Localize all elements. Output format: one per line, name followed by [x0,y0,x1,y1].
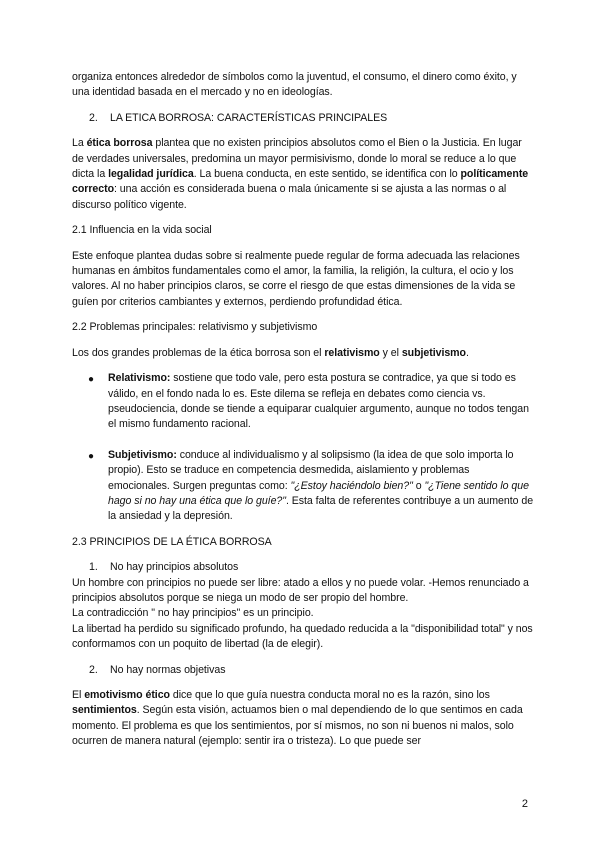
principle-2-paragraph: El emotivismo ético dice que lo que guía nuestra conducta moral no es la razón, sino los sentimientos. Según esta visión, actuamos bien o mal dependiendo de lo que sentimos en cada momento. El problema es que los sentimientos, por sí mismos, no son ni buenos ni malos, solo ocurren de manera natural (ejemplo: sentir ira o tristeza). Lo que puede ser [72,689,523,748]
section-2-2-heading: 2.2 Problemas principales: relativismo y subjetivismo [72,321,318,334]
term-relativismo: relativismo [324,346,380,359]
principle-1-freedom: La libertad ha perdido su significado profundo, ha quedado reducida a la "disponibilidad total" y nos conformamos con un poquito de libertad (la de elegir). [72,622,533,651]
section-2-heading [89,111,534,126]
term-sentimientos: sentimientos [72,704,137,717]
intro-paragraph [72,70,534,101]
bullet-icon: ● [88,374,94,386]
bullet-icon: ● [88,450,94,462]
section-2-number: 2. [89,111,98,124]
problems-list [72,371,534,525]
section-2-1-heading: 2.1 Influencia en la vida social [72,224,212,237]
intro-line-2: éxito, y una identidad basada en el mercado y no en ideologías. [72,71,517,99]
section-2-title: LA ETICA BORROSA: CARACTERÍSTICAS PRINCIPALES [110,111,388,124]
term-politicamente-correcto: políticamente correcto [72,168,529,196]
quote-1: "¿Estoy haciéndolo bien?" [290,479,413,492]
term-subjetivismo: subjetivismo [401,346,466,359]
section-2-1-paragraph: Este enfoque plantea dudas sobre si realmente puede regular de forma adecuada las relaciones humanas en ámbitos fundamentales como el amor, la familia, la religión, la cultura, el ocio y los valores. Al no haber principios claros, se corre el riesgo de que estas dimensiones de la vida se guíen por criterios cambiantes y externos, perdiendo profundidad ética. [72,249,520,308]
page-number: 2 [521,798,528,810]
page-content [72,70,534,750]
section-2-2-paragraph: Los dos grandes problemas de la ética borrosa son el relativismo y el subjetivismo. [72,346,469,359]
principle-1-heading: 1. No hay principios absolutos [89,561,239,574]
quote-2: "¿Tiene sentido lo que hago si no hay una ética que lo guíe?" [108,479,529,507]
principle-1-contradiction: La contradicción " no hay principios" es un principio. [72,607,314,620]
list-item-relativismo: ● Relativismo: sostiene que todo vale, pero esta postura se contradice, ya que si todo es válido, en el fondo nada lo es. Este dilema se refleja en debates como ciencia vs. pseudociencia, donde se tiende a equiparar cualquier argumento, aunque no todos tengan el mismo fundamento racional. [88,372,529,431]
term-emotivismo-etico: emotivismo ético [84,689,170,701]
intro-line-1: organiza entonces alrededor de símbolos como la juventud, el consumo, el dinero como [72,71,481,83]
principle-2-heading: 2. No hay normas objetivas [89,663,226,676]
principle-1-paragraph: Un hombre con principios no puede ser libre: atado a ellos y no puede volar. -Hemos renunciado a principios absolutos porque se niega un modo de ser propio del hombre. [72,576,529,604]
term-legalidad-juridica: legalidad jurídica [108,168,194,181]
section-2-paragraph: La ética borrosa plantea que no existen principios absolutos como el Bien o la Justicia. En lugar de verdades universales, predomina un mayor permisivismo, donde lo moral se reduce a lo que dicta la legalidad jurídica. La buena conducta, en este sentido, se identifica con lo políticamente correcto: una acción es considerada buena o mala únicamente si se ajusta a las normas o al discurso político vigente. [72,137,529,211]
list-item-subjetivismo: ● Subjetivismo: conduce al individualismo y al solipsismo (la idea de que solo importa lo propio). Esto se traduce en competencia desmedida, aislamiento y problemas emocionales. Surgen preguntas como: "¿Estoy haciéndolo bien?" o "¿Tiene sentido lo que hago si no hay una ética que lo guíe?". Esta falta de referentes contribuye a un aumento de la ansiedad y la depresión. [88,448,534,523]
section-2-3-heading: 2.3 PRINCIPIOS DE LA ÉTICA BORROSA [72,535,272,548]
term-etica-borrosa: ética borrosa [86,137,153,150]
